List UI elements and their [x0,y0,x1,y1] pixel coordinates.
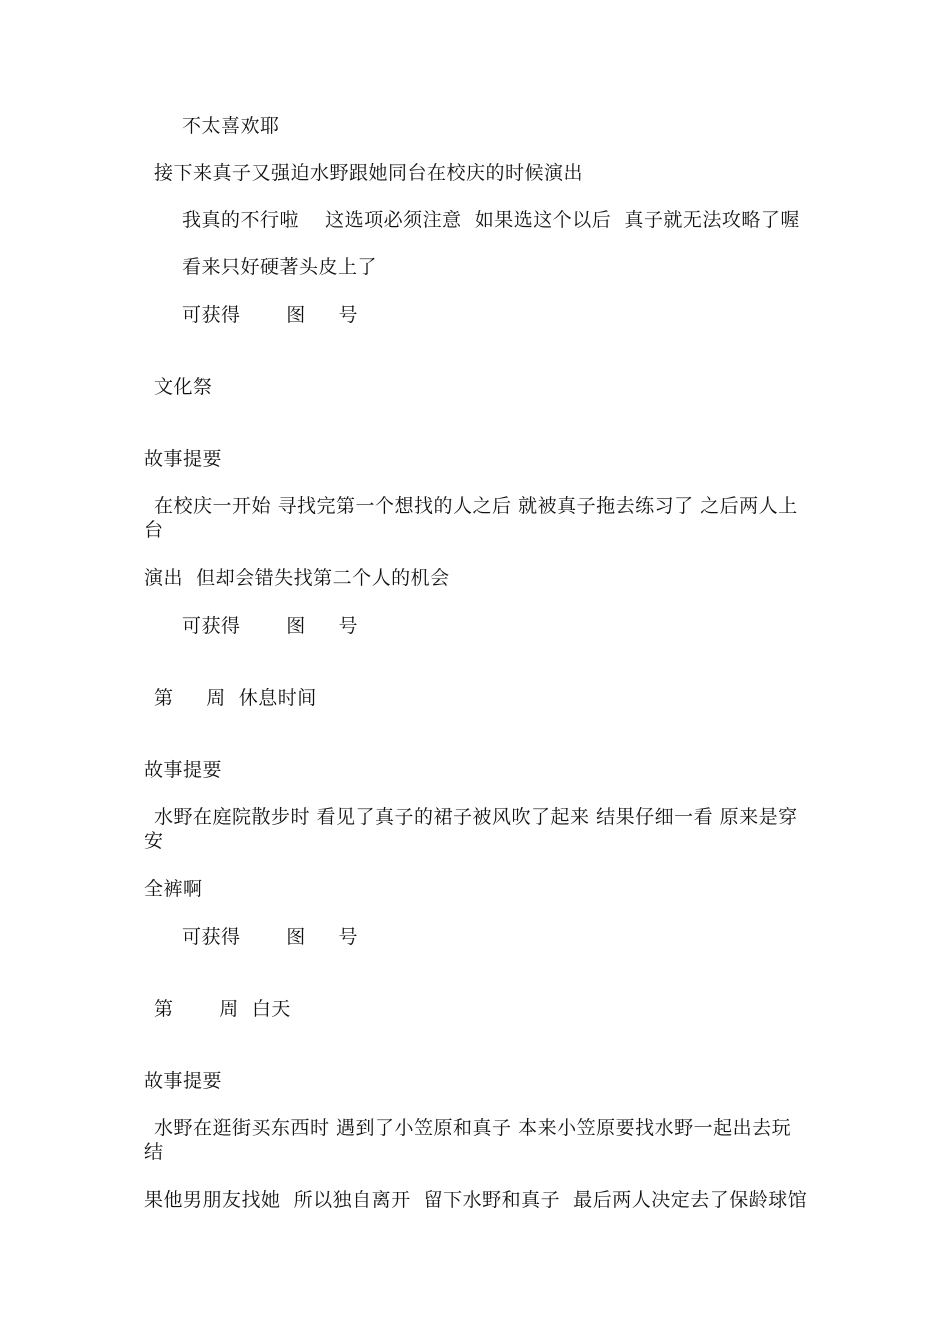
text-line: 可获得 图 号 [182,304,358,326]
text-paragraph: 水野在庭院散步时 看见了真子的裙子被风吹了起来 结果仔细一看 原来是穿安 [144,806,798,852]
summary-label: 故事提要 [144,1070,223,1092]
text-line: 全裤啊 [144,878,203,900]
summary-label: 故事提要 [144,448,223,470]
section-heading: 文化祭 [154,376,213,398]
text-line: 我真的不行啦 这选项必须注意 如果选这个以后 真子就无法攻略了喔 [182,209,800,231]
text-paragraph: 在校庆一开始 寻找完第一个想找的人之后 就被真子拖去练习了 之后两人上台 [144,495,798,541]
text-line: 果他男朋友找她 所以独自离开 留下水野和真子 最后两人决定去了保龄球馆 [144,1189,808,1211]
section-heading: 第 周 休息时间 [154,687,317,709]
text-line: 演出 但却会错失找第二个人的机会 [144,567,450,589]
text-line: 可获得 图 号 [182,926,358,948]
text-line: 接下来真子又强迫水野跟她同台在校庆的时候演出 [154,162,584,184]
section-heading: 第 周 白天 [154,998,291,1020]
text-line: 不太喜欢耶 [182,115,280,137]
summary-label: 故事提要 [144,759,223,781]
text-line: 看来只好硬著头皮上了 [182,256,378,278]
text-line: 可获得 图 号 [182,615,358,637]
text-paragraph: 水野在逛街买东西时 遇到了小笠原和真子 本来小笠原要找水野一起出去玩结 [144,1117,792,1163]
